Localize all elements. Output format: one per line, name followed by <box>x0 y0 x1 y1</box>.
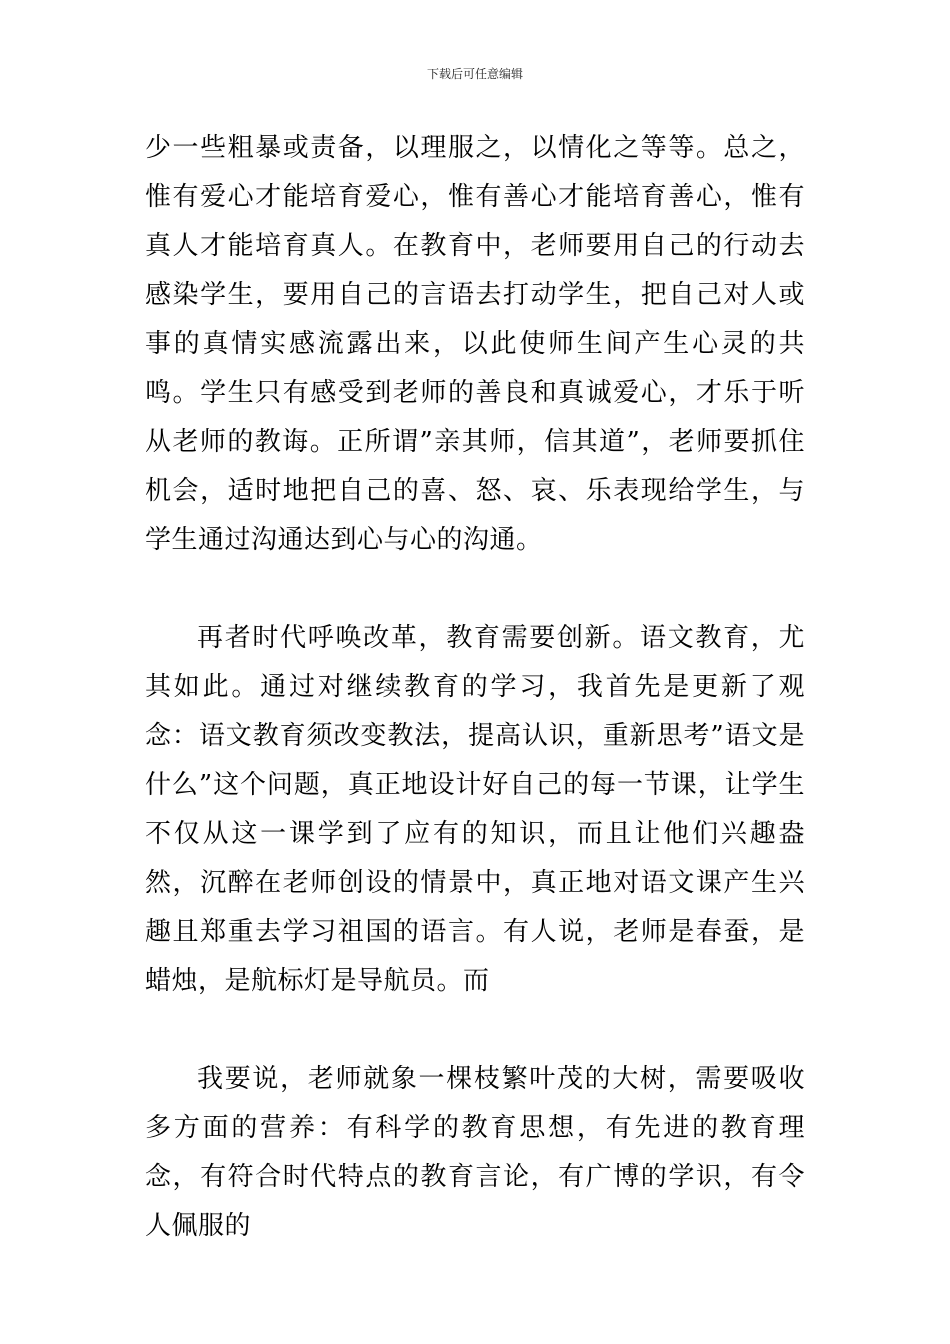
page-header-note: 下载后可任意编辑 <box>426 67 523 81</box>
paragraph-3: 我要说，老师就象一棵枝繁叶茂的大树，需要吸收多方面的营养：有科学的教育思想，有先进的教育理念，有符合时代特点的教育言论，有广博的学识，有令人佩服的 <box>145 1064 805 1241</box>
document-body <box>145 124 805 1251</box>
paragraph-2: 再者时代呼唤改革，教育需要创新。语文教育，尤其如此。通过对继续教育的学习，我首先是更新了观念：语文教育须改变教法，提高认识，重新思考”语文是什么”这个问题，真正地设计好自己的每一节课，让学生不仅从这一课学到了应有的知识，而且让他们兴趣盎然，沉醉在老师创设的情景中，真正地对语文课产生兴趣且郑重去学习祖国的语言。有人说，老师是春蚕，是蜡烛，是航标灯是导航员。而 <box>145 623 805 996</box>
paragraph-1: 少一些粗暴或责备，以理服之，以情化之等等。总之，惟有爱心才能培育爱心，惟有善心才能培育善心，惟有真人才能培育真人。在教育中，老师要用自己的行动去感染学生，要用自己的言语去打动学生，把自己对人或事的真情实感流露出来，以此使师生间产生心灵的共鸣。学生只有感受到老师的善良和真诚爱心，才乐于听从老师的教诲。正所谓”亲其师，信其道”，老师要抓住机会，适时地把自己的喜、怒、哀、乐表现给学生，与学生通过沟通达到心与心的沟通。 <box>145 133 805 555</box>
